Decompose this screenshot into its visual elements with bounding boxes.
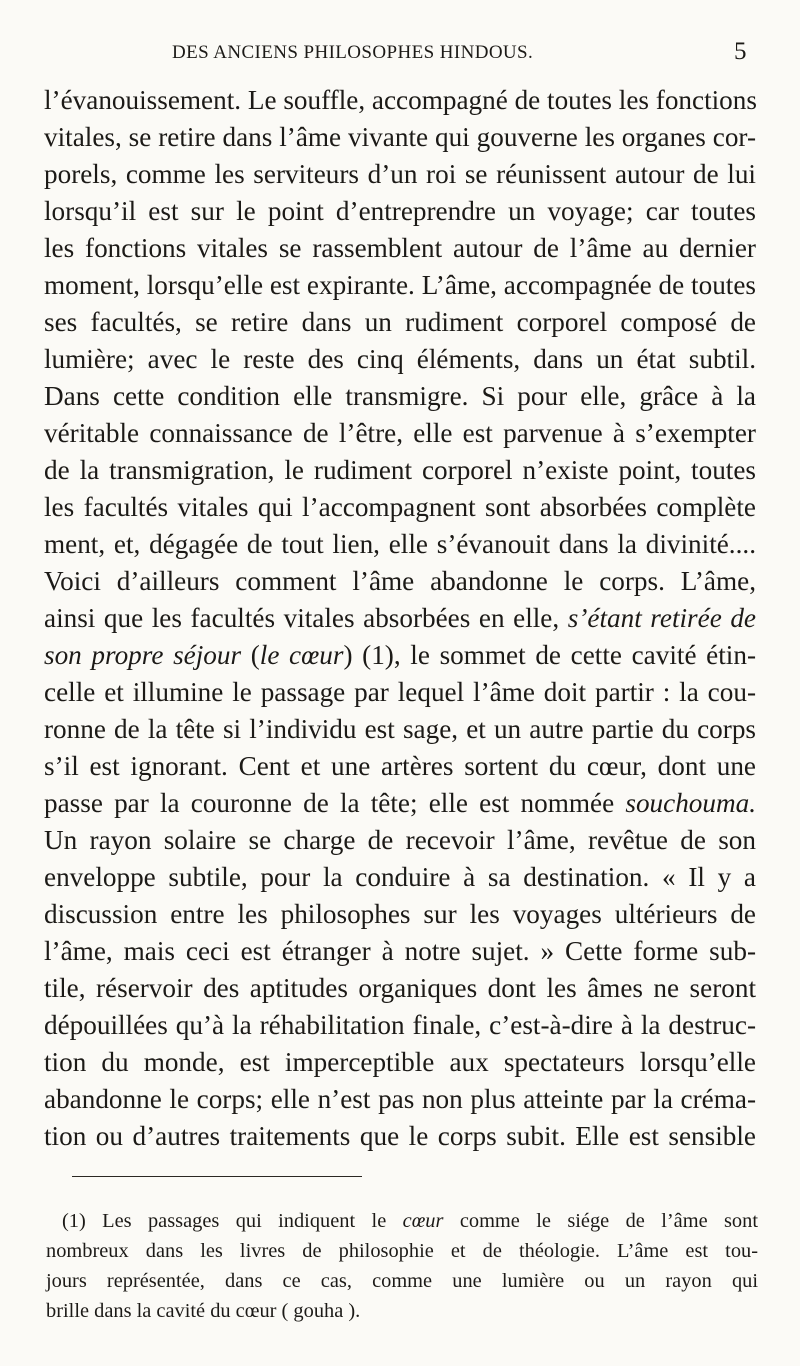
italic-segment: le cœur [259, 640, 344, 670]
text-line: Dans cette condition elle transmigre. Si pour elle, grâce à la [44, 381, 756, 411]
text-line: ment, et, dégagée de tout lien, elle s’évanouit dans la divinité.... [44, 529, 756, 559]
text-line: ses facultés, se retire dans un rudiment corporel composé de [44, 307, 756, 337]
text-line: ronne de la tête si l’individu est sage, et un autre partie du corps [44, 714, 756, 744]
text-line: de la transmigration, le rudiment corporel n’existe point, toutes [44, 455, 756, 485]
footnote-divider [72, 1176, 362, 1177]
text-line: celle et illumine le passage par lequel l’âme doit partir : la cou- [44, 677, 756, 707]
text-line: discussion entre les philosophes sur les voyages ultérieurs de [44, 899, 756, 929]
text-segment: passe par la couronne de la tête; elle est nommée [44, 788, 615, 818]
text-line: véritable connaissance de l’être, elle est parvenue à s’exempter [44, 418, 756, 448]
text-line-mixed [44, 600, 756, 637]
text-line: tion du monde, est imperceptible aux spectateurs lorsqu’elle [44, 1047, 756, 1077]
text-line: s’il est ignorant. Cent et une artères sortent du cœur, dont une [44, 751, 756, 781]
footnote-line: nombreux dans les livres de philosophie et de théologie. L’âme est tou- [46, 1240, 758, 1262]
text-segment: ( [250, 640, 260, 670]
text-line-mixed [44, 785, 756, 822]
text-line: les fonctions vitales se rassemblent autour de l’âme au dernier [44, 233, 756, 263]
text-line: abandonne le corps; elle n’est pas non plus atteinte par la créma- [44, 1084, 756, 1114]
text-segment: (1) Les passages qui indiquent le [62, 1210, 387, 1232]
text-line: vitales, se retire dans l’âme vivante qui gouverne les organes cor- [44, 122, 756, 152]
text-line: tion ou d’autres traitements que le corps subit. Elle est sensible [44, 1121, 756, 1151]
text-line: enveloppe subtile, pour la conduire à sa destination. « Il y a [44, 862, 756, 892]
text-line: Voici d’ailleurs comment l’âme abandonne le corps. L’âme, [44, 566, 756, 596]
page-number: 5 [734, 38, 747, 65]
italic-segment: souchouma. [625, 788, 757, 818]
text-line: lumière; avec le reste des cinq éléments, dans un état subtil. [44, 344, 756, 374]
text-segment: comme le siége de l’âme sont [459, 1210, 758, 1232]
text-line: l’évanouissement. Le souffle, accompagné de toutes les fonctions [44, 85, 757, 115]
text-segment: ) (1), le sommet de cette cavité étin- [343, 640, 756, 670]
footnote-line: brille dans la cavité du cœur ( gouha ). [46, 1300, 361, 1322]
italic-segment: cœur [402, 1210, 444, 1232]
text-line: Un rayon solaire se charge de recevoir l’âme, revêtue de son [44, 825, 756, 855]
text-line: porels, comme les serviteurs d’un roi se réunissent autour de lui [44, 159, 756, 189]
footnote-line [62, 1206, 758, 1236]
text-segment: ainsi que les facultés vitales absorbées en elle, [44, 603, 560, 633]
italic-segment: s’étant retirée de [567, 603, 756, 633]
text-line: tile, réservoir des aptitudes organiques dont les âmes ne seront [44, 973, 756, 1003]
italic-segment: son propre séjour [44, 640, 242, 670]
running-title: DES ANCIENS PHILOSOPHES HINDOUS. [172, 42, 534, 63]
text-line: moment, lorsqu’elle est expirante. L’âme, accompagnée de toutes [44, 270, 756, 300]
text-line: lorsqu’il est sur le point d’entreprendre un voyage; car toutes [44, 196, 756, 226]
text-line: les facultés vitales qui l’accompagnent sont absorbées complète [44, 492, 756, 522]
text-line: l’âme, mais ceci est étranger à notre sujet. » Cette forme sub- [44, 936, 756, 966]
running-head [0, 38, 800, 68]
text-line: dépouillées qu’à la réhabilitation finale, c’est-à-dire à la destruc- [44, 1010, 756, 1040]
footnote-line: jours représentée, dans ce cas, comme une lumière ou un rayon qui [46, 1270, 758, 1292]
text-line-mixed [44, 637, 756, 674]
